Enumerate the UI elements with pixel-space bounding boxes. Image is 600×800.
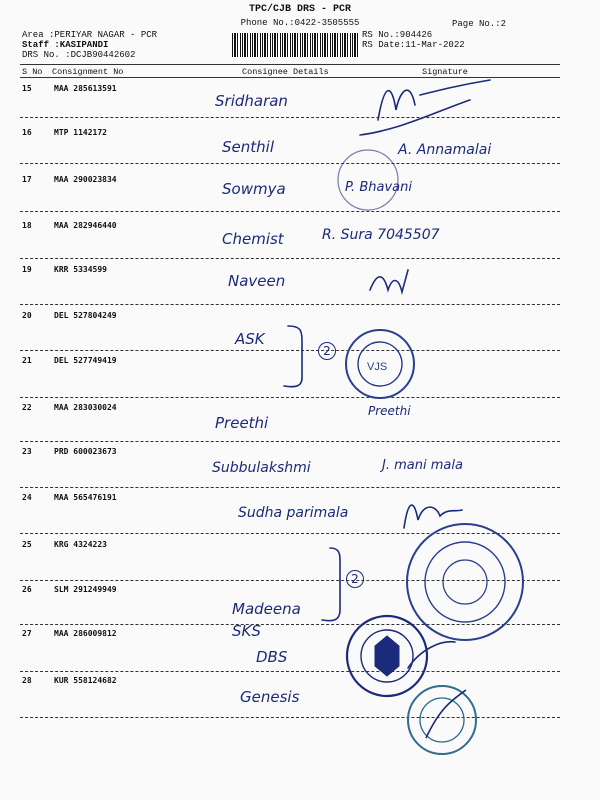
stamp-text: VJS (367, 361, 388, 373)
row-consignment: MAA 282946440 (54, 221, 117, 230)
handwritten-consignee: Sowmya (222, 180, 286, 198)
circled-count: 2 (346, 570, 364, 588)
bracket-mark (284, 326, 302, 387)
row-sno: 25 (22, 540, 32, 549)
row-consignment: MAA 290023834 (54, 175, 117, 184)
row-consignment: MTP 1142172 (54, 128, 107, 137)
row-consignment: PRD 600023673 (54, 447, 117, 456)
row-sno: 16 (22, 128, 32, 137)
handwritten-consignee: Subbulakshmi (212, 460, 311, 476)
phone-number: Phone No.:0422-3505555 (240, 18, 360, 28)
row-sno: 21 (22, 356, 32, 365)
drs-number: DRS No. :DCJB90442602 (22, 50, 136, 60)
col-consignment: Consignment No (52, 67, 124, 77)
row-consignment: MAA 283030024 (54, 403, 117, 412)
row-sno: 23 (22, 447, 32, 456)
row-consignment: KRR 5334599 (54, 265, 107, 274)
row-consignment: KRG 4324223 (54, 540, 107, 549)
row-sno: 17 (22, 175, 32, 184)
staff-label: Staff :KASIPANDI (22, 40, 109, 50)
col-sno: S No (22, 67, 43, 77)
row-consignment: SLM 291249949 (54, 585, 117, 594)
row-sno: 27 (22, 629, 32, 638)
handwritten-consignee: Sridharan (215, 92, 288, 110)
col-consignee: Consignee Details (242, 67, 329, 77)
row-sno: 24 (22, 493, 32, 502)
genesis-stamp (408, 686, 476, 754)
page-number: Page No.:2 (452, 19, 507, 29)
area-label: Area :PERIYAR NAGAR - PCR (22, 30, 158, 40)
row-consignment: MAA 565476191 (54, 493, 117, 502)
signature: R. Sura 7045507 (322, 227, 440, 243)
row-sno: 15 (22, 84, 32, 93)
kidney-care-stamp (407, 524, 523, 640)
handwritten-consignee: Preethi (215, 414, 269, 432)
row-consignment: KUR 558124682 (54, 676, 117, 685)
signature-scribble (370, 270, 408, 292)
faded-stamp (338, 150, 398, 210)
row-sno: 19 (22, 265, 32, 274)
rs-number: RS No.:904426 (362, 30, 433, 40)
rs-date: RS Date:11-Mar-2022 (362, 40, 465, 50)
signature: P. Bhavani (345, 180, 412, 195)
row-sno: 18 (22, 221, 32, 230)
document-title: TPC/CJB DRS - PCR (248, 4, 352, 15)
handwritten-consignee: Sudha parimala (238, 505, 349, 521)
handwritten-consignee: Madeena SKS (232, 600, 301, 640)
signature: Preethi (368, 404, 411, 418)
bracket-mark (322, 548, 340, 621)
handwritten-consignee: Senthil (222, 138, 274, 156)
row-sno: 26 (22, 585, 32, 594)
signature-scribble (360, 80, 490, 135)
handwritten-consignee: Chemist (222, 230, 284, 248)
row-sno: 20 (22, 311, 32, 320)
circled-count: 2 (318, 342, 336, 360)
dbs-bank-stamp (347, 616, 427, 696)
signature-scribble (408, 642, 455, 668)
row-consignment: MAA 286009812 (54, 629, 117, 638)
row-consignment: MAA 285613591 (54, 84, 117, 93)
signature: J. mani mala (382, 458, 463, 473)
handwritten-consignee: ASK (235, 330, 265, 348)
signature: A. Annamalai (398, 142, 492, 158)
handwritten-consignee: Naveen (228, 272, 286, 290)
row-consignment: DEL 527749419 (54, 356, 117, 365)
ask-stamp (346, 330, 414, 398)
col-signature: Signature (422, 67, 468, 77)
row-sno: 22 (22, 403, 32, 412)
row-sno: 28 (22, 676, 32, 685)
handwritten-consignee: Genesis (240, 688, 300, 706)
handwritten-consignee: DBS (256, 648, 288, 666)
row-consignment: DEL 527804249 (54, 311, 117, 320)
